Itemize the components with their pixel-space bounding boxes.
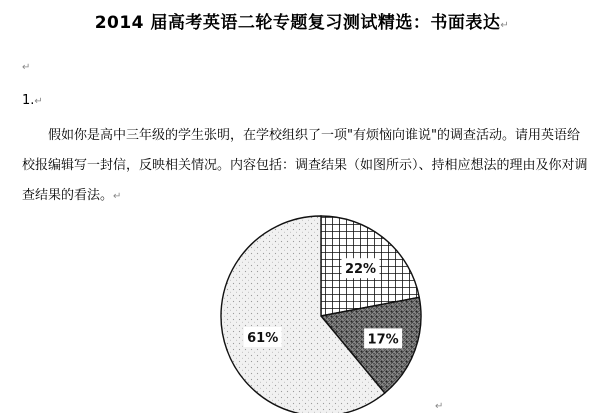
paragraph-text: 假如你是高中三年级的学生张明，在学校组织了一项"有烦恼向谁说"的调查活动。请用英语给校报编辑写一封信，反映相关情况。内容包括：调查结果（如图所示）、持相应想法的理由及你对调查结果的看法。 bbox=[22, 128, 588, 203]
document-title bbox=[0, 8, 604, 33]
title-text: 2014 届高考英语二轮专题复习测试精选：书面表达 bbox=[94, 13, 501, 33]
question-return-mark: ↵ bbox=[34, 96, 43, 107]
pie-slice-label: 17% bbox=[367, 332, 399, 348]
pie-chart-svg bbox=[220, 210, 440, 413]
question-number bbox=[22, 93, 43, 108]
trailing-return-mark: ↵ bbox=[435, 401, 444, 412]
pie-slice-label: 61% bbox=[247, 331, 279, 346]
pie-slice-label: 22% bbox=[344, 262, 377, 278]
question-paragraph bbox=[22, 121, 588, 212]
survey-pie-chart bbox=[220, 210, 440, 413]
pie-slices bbox=[221, 216, 421, 413]
empty-line-return-mark: ↵ bbox=[22, 62, 31, 73]
question-number-text: 1. bbox=[22, 93, 35, 108]
title-return-mark: ↵ bbox=[500, 20, 510, 31]
paragraph-return-mark: ↵ bbox=[113, 191, 122, 202]
